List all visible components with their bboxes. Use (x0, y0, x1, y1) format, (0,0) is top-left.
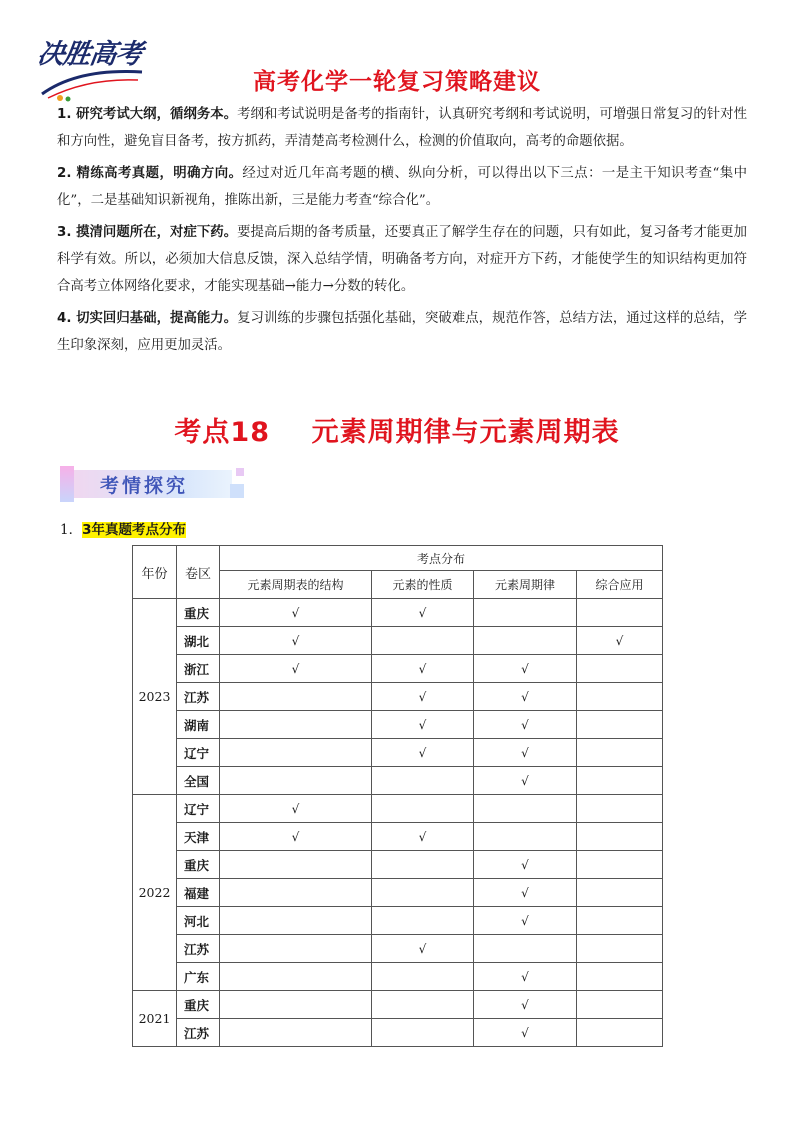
empty-cell (220, 935, 372, 963)
region-cell: 重庆 (177, 851, 220, 879)
empty-cell (220, 739, 372, 767)
empty-cell (577, 935, 663, 963)
empty-cell (474, 627, 577, 655)
logo-text: 决胜高考 (35, 39, 144, 70)
empty-cell (474, 935, 577, 963)
check-mark-cell: √ (577, 627, 663, 655)
tip-2-body: 经过对近几年高考题的横、纵向分析，可以得出以下三点：一是主干知识考查“集中化”，二是基础知识新视角，推陈出新，三是能力考查“综合化”。 (57, 166, 747, 208)
empty-cell (220, 907, 372, 935)
header-year: 年份 (133, 546, 177, 599)
table-row (133, 935, 663, 963)
region-cell: 河北 (177, 907, 220, 935)
table-row (133, 795, 663, 823)
region-cell: 天津 (177, 823, 220, 851)
empty-cell (372, 851, 474, 879)
check-mark-cell: √ (474, 1019, 577, 1047)
region-cell: 重庆 (177, 599, 220, 627)
empty-cell (220, 767, 372, 795)
check-mark-cell: √ (372, 935, 474, 963)
check-mark-cell: √ (220, 823, 372, 851)
check-mark-cell: √ (372, 599, 474, 627)
empty-cell (372, 907, 474, 935)
empty-cell (577, 851, 663, 879)
tip-4-head: 4. 切实回归基础，提高能力。 (57, 311, 238, 326)
subheading (60, 518, 186, 538)
table-row (133, 963, 663, 991)
empty-cell (372, 627, 474, 655)
table-body (133, 599, 663, 1047)
empty-cell (577, 711, 663, 739)
empty-cell (372, 1019, 474, 1047)
check-mark-cell: √ (220, 655, 372, 683)
empty-cell (577, 991, 663, 1019)
empty-cell (577, 907, 663, 935)
empty-cell (474, 599, 577, 627)
table-row (133, 823, 663, 851)
region-cell: 湖北 (177, 627, 220, 655)
empty-cell (220, 851, 372, 879)
empty-cell (220, 879, 372, 907)
region-cell: 福建 (177, 879, 220, 907)
empty-cell (577, 823, 663, 851)
region-cell: 辽宁 (177, 795, 220, 823)
empty-cell (577, 739, 663, 767)
tip-3-body: 要提高后期的备考质量，还要真正了解学生存在的问题，只有如此，复习备考才能更加科学有效。所以，必须加大信息反馈，深入总结学情，明确备考方向，对症开方下药，才能使学生的知识结构更加符合高考立体网络化要求，才能实现基础→能力→分数的转化。 (57, 225, 747, 294)
tip-1 (57, 101, 747, 155)
check-mark-cell: √ (474, 739, 577, 767)
empty-cell (220, 1019, 372, 1047)
tip-3-head: 3. 摸清问题所在，对症下药。 (57, 225, 238, 240)
year-cell: 2023 (133, 599, 177, 795)
section-banner (60, 464, 246, 504)
empty-cell (220, 991, 372, 1019)
column-header: 元素周期表的结构 (220, 571, 372, 599)
check-mark-cell: √ (372, 711, 474, 739)
check-mark-cell: √ (372, 655, 474, 683)
region-cell: 江苏 (177, 935, 220, 963)
check-mark-cell: √ (474, 907, 577, 935)
subheading-text: 3年真题考点分布 (82, 522, 186, 538)
tip-4 (57, 305, 747, 359)
empty-cell (577, 795, 663, 823)
table-row (133, 907, 663, 935)
year-cell: 2021 (133, 991, 177, 1047)
empty-cell (474, 795, 577, 823)
check-mark-cell: √ (220, 599, 372, 627)
column-header: 元素的性质 (372, 571, 474, 599)
table-row (133, 711, 663, 739)
region-cell: 浙江 (177, 655, 220, 683)
region-cell: 全国 (177, 767, 220, 795)
empty-cell (577, 1019, 663, 1047)
strategy-tips (57, 101, 747, 364)
region-cell: 辽宁 (177, 739, 220, 767)
check-mark-cell: √ (372, 823, 474, 851)
table-row (133, 739, 663, 767)
header-region: 卷区 (177, 546, 220, 599)
empty-cell (372, 795, 474, 823)
tip-1-body: 考纲和考试说明是备考的指南针，认真研究考纲和考试说明，可增强日常复习的针对性和方向性，避免盲目备考，按方抓药，弄清楚高考检测什么，检测的价值取向，高考的命题依据。 (57, 107, 747, 149)
table-row (133, 991, 663, 1019)
check-mark-cell: √ (474, 683, 577, 711)
empty-cell (372, 963, 474, 991)
tip-3 (57, 219, 747, 300)
check-mark-cell: √ (220, 627, 372, 655)
subheading-number: 1． (60, 522, 83, 538)
empty-cell (372, 991, 474, 1019)
check-mark-cell: √ (474, 851, 577, 879)
tip-4-body: 复习训练的步骤包括强化基础，突破难点，规范作答，总结方法，通过这样的总结，学生印象深刻，应用更加灵活。 (57, 311, 747, 353)
check-mark-cell: √ (474, 879, 577, 907)
empty-cell (577, 963, 663, 991)
column-header: 元素周期律 (474, 571, 577, 599)
table-row (133, 655, 663, 683)
empty-cell (577, 879, 663, 907)
empty-cell (220, 683, 372, 711)
table-row (133, 879, 663, 907)
year-cell: 2022 (133, 795, 177, 991)
check-mark-cell: √ (474, 991, 577, 1019)
table-row (133, 1019, 663, 1047)
table-row (133, 683, 663, 711)
header-group: 考点分布 (220, 546, 663, 571)
empty-cell (372, 879, 474, 907)
empty-cell (577, 599, 663, 627)
empty-cell (372, 767, 474, 795)
check-mark-cell: √ (220, 795, 372, 823)
region-cell: 广东 (177, 963, 220, 991)
tip-1-head: 1. 研究考试大纲，循纲务本。 (57, 107, 238, 122)
column-header: 综合应用 (577, 571, 663, 599)
check-mark-cell: √ (474, 767, 577, 795)
region-cell: 江苏 (177, 1019, 220, 1047)
table-row (133, 627, 663, 655)
check-mark-cell: √ (372, 739, 474, 767)
banner-accent-small (236, 468, 244, 476)
empty-cell (220, 963, 372, 991)
tip-2-head: 2. 精练高考真题，明确方向。 (57, 166, 243, 181)
check-mark-cell: √ (474, 711, 577, 739)
banner-accent-square (230, 484, 244, 498)
region-cell: 江苏 (177, 683, 220, 711)
empty-cell (220, 711, 372, 739)
table-row (133, 599, 663, 627)
section-title: 考点18 元素周期律与元素周期表 (174, 417, 620, 448)
table-row (133, 767, 663, 795)
empty-cell (474, 823, 577, 851)
check-mark-cell: √ (474, 655, 577, 683)
banner-accent-left (60, 466, 74, 502)
empty-cell (577, 683, 663, 711)
check-mark-cell: √ (474, 963, 577, 991)
check-mark-cell: √ (372, 683, 474, 711)
table-row (133, 851, 663, 879)
region-cell: 重庆 (177, 991, 220, 1019)
banner-label: 考情探究 (100, 475, 189, 497)
empty-cell (577, 655, 663, 683)
empty-cell (577, 767, 663, 795)
exam-distribution-table (132, 545, 663, 1047)
page-title: 高考化学一轮复习策略建议 (253, 69, 541, 95)
tip-2 (57, 160, 747, 214)
region-cell: 湖南 (177, 711, 220, 739)
